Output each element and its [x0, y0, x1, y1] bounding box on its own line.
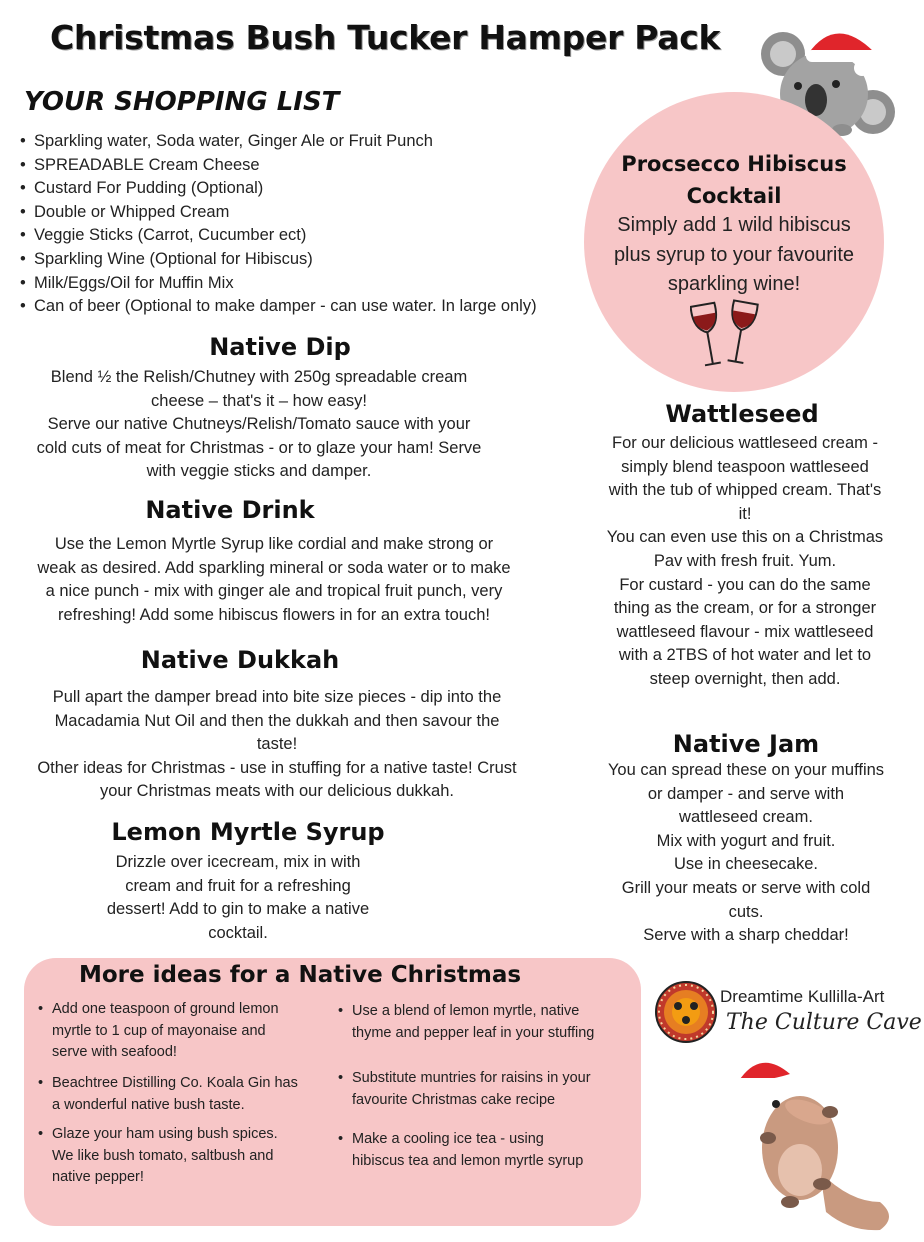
text-line: cold cuts of meat for Christmas - or to glaze your ham! Serve [36, 438, 482, 457]
more-ideas-heading: More ideas for a Native Christmas [78, 962, 522, 988]
native-jam-heading: Native Jam [672, 730, 820, 758]
text-line: • Substitute muntries for raisins in your [352, 1070, 591, 1086]
text-line: Pav with fresh fruit. Yum. [653, 551, 837, 570]
list-item: • SPREADABLE Cream Cheese [20, 154, 537, 178]
text-line: with the tub of whipped cream. That's [608, 481, 882, 500]
text-line: Use in cheesecake. [674, 855, 818, 874]
text-line: cocktail. [208, 923, 268, 942]
text-line: or damper - and serve with [647, 784, 845, 803]
list-item [38, 1124, 278, 1189]
text-line: dessert! Add to gin to make a native [106, 900, 370, 919]
text-line: For our delicious wattleseed cream - [612, 434, 878, 452]
more-ideas-left-list [38, 0, 338, 1242]
list-item [38, 999, 279, 1064]
text-line: Drizzle over icecream, mix in with [115, 853, 361, 871]
text-line: Pull apart the damper bread into bite size pieces - dip into the [52, 688, 502, 706]
page-title: Christmas Bush Tucker Hamper Pack [50, 18, 721, 57]
list-item: • Double or Whipped Cream [20, 201, 537, 225]
list-item: • Custard For Pudding (Optional) [20, 177, 537, 201]
text-line: Serve our native Chutneys/Relish/Tomato sauce with your [47, 415, 471, 434]
text-line: Use the Lemon Myrtle Syrup like cordial and make strong or [54, 535, 494, 553]
text-line: Blend ½ the Relish/Chutney with 250g spreadable cream [50, 368, 468, 386]
list-item [338, 1129, 583, 1172]
logo-line1: Dreamtime Kullilla-Art [720, 987, 885, 1006]
cocktail-body: Simply add 1 wild hibiscus plus syrup to your favourite sparkling wine! [613, 214, 855, 295]
text-line: cream and fruit for a refreshing [125, 876, 351, 895]
text-line: wattleseed flavour - mix wattleseed [616, 622, 874, 641]
list-item: • Milk/Eggs/Oil for Muffin Mix [20, 272, 537, 296]
platypus-santa-hat-illustration [730, 1052, 898, 1234]
more-ideas-right-list [338, 0, 638, 1242]
text-line: • Add one teaspoon of ground lemon [52, 1001, 279, 1017]
list-item: • Can of beer (Optional to make damper - can use water. In large only) [20, 295, 537, 319]
text-line: Mix with yogurt and fruit. [656, 831, 836, 850]
text-line: with a 2TBS of hot water and let to [618, 646, 872, 665]
text-line: For custard - you can do the same [619, 575, 871, 594]
text-line: Serve with a sharp cheddar! [643, 926, 849, 945]
text-line: Grill your meats or serve with cold [621, 878, 871, 897]
text-line: thyme and pepper leaf in your stuffing [352, 1024, 595, 1041]
text-line: • Glaze your ham using bush spices. [52, 1126, 278, 1142]
text-line: Macadamia Nut Oil and then the dukkah and then savour the [54, 711, 500, 730]
wattleseed-heading: Wattleseed [665, 400, 819, 428]
native-dip-heading: Native Dip [209, 333, 351, 361]
text-line: with veggie sticks and damper. [146, 462, 372, 481]
shopping-list-heading: YOUR SHOPPING LIST [24, 87, 340, 117]
text-line: thing as the cream, or for a stronger [613, 599, 877, 618]
text-line: cuts. [728, 902, 764, 921]
native-dukkah-heading: Native Dukkah [140, 646, 340, 674]
text-line: • Use a blend of lemon myrtle, native [352, 1003, 580, 1019]
list-item: • Sparkling water, Soda water, Ginger Ale or Fruit Punch [20, 130, 537, 154]
list-item [338, 1001, 594, 1044]
text-line: simply blend teaspoon wattleseed [621, 457, 869, 476]
text-line: You can spread these on your muffins [607, 761, 885, 779]
list-item: • Veggie Sticks (Carrot, Cucumber ect) [20, 224, 537, 248]
text-line: • Make a cooling ice tea - using [352, 1131, 544, 1147]
text-line: steep overnight, then add. [649, 669, 841, 688]
list-item: • Sparkling Wine (Optional for Hibiscus) [20, 248, 537, 272]
lemon-myrtle-heading: Lemon Myrtle Syrup [111, 818, 385, 846]
text-line: We like bush tomato, saltbush and [52, 1147, 274, 1164]
text-line: myrtle to 1 cup of mayonaise and [52, 1022, 266, 1039]
native-drink-heading: Native Drink [145, 496, 315, 524]
list-item [38, 1073, 298, 1116]
text-line: weak as desired. Add sparkling mineral or soda water or to make [37, 558, 511, 577]
text-line: You can even use this on a Christmas [606, 528, 884, 547]
text-line: • Beachtree Distilling Co. Koala Gin has [52, 1075, 298, 1091]
wine-glasses-icon [690, 296, 760, 376]
text-line: cheese – that's it – how easy! [151, 391, 367, 410]
text-line: taste! [256, 735, 298, 754]
culture-cave-logo [654, 980, 718, 1044]
text-line: a nice punch - mix with ginger ale and tropical fruit punch, very [45, 582, 503, 601]
cocktail-heading: Procsecco Hibiscus Cocktail [621, 152, 847, 208]
text-line: your Christmas meats with our delicious dukkah. [100, 782, 454, 801]
text-line: favourite Christmas cake recipe [352, 1091, 556, 1108]
text-line: Other ideas for Christmas - use in stuffing for a native taste! Crust [37, 758, 517, 777]
list-item [338, 1068, 591, 1111]
text-line: a wonderful native bush taste. [52, 1096, 245, 1113]
text-line: it! [738, 504, 752, 523]
logo-line2: The Culture Cave [726, 1010, 922, 1035]
text-line: native pepper! [52, 1169, 144, 1185]
text-line: refreshing! Add some hibiscus flowers in for an extra touch! [58, 605, 490, 624]
text-line: serve with seafood! [52, 1044, 177, 1060]
text-line: wattleseed cream. [679, 808, 813, 827]
text-line: hibiscus tea and lemon myrtle syrup [352, 1152, 584, 1169]
